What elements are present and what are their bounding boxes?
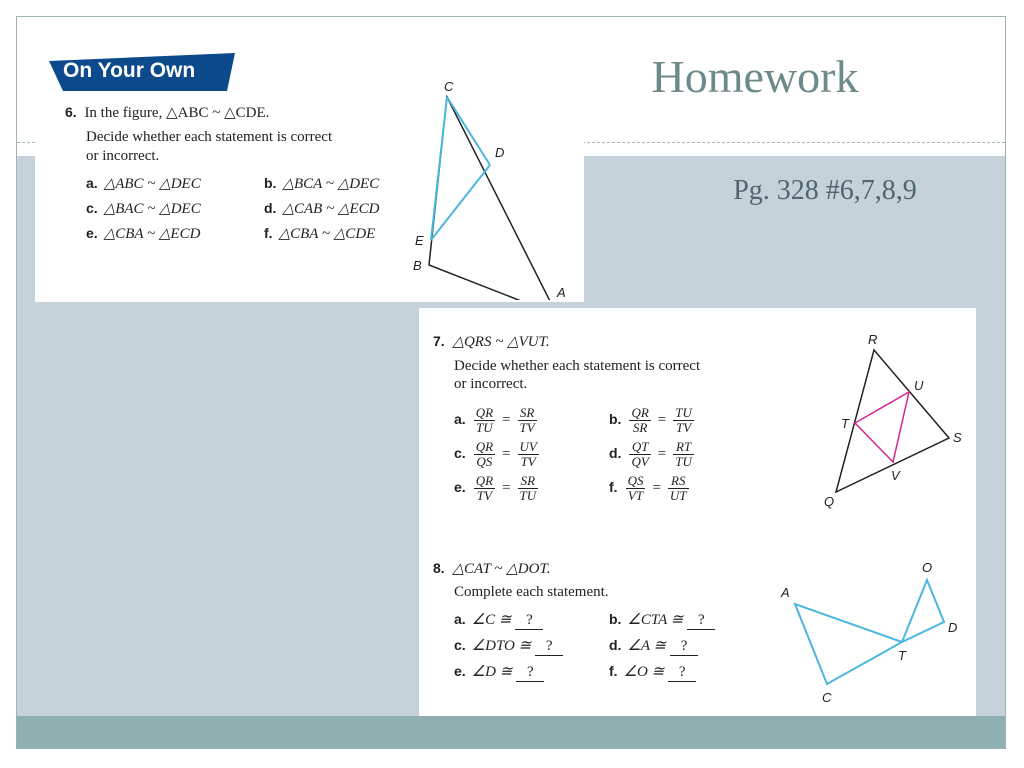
option-d: d. △CAB ~ △ECD (264, 200, 380, 217)
banner-label: On Your Own (63, 59, 196, 82)
segment-cd (447, 97, 490, 165)
slide-subtitle: Pg. 328 #6,7,8,9 (733, 175, 917, 206)
vertex-label-a: A (557, 285, 566, 300)
vertex-label-e: E (415, 233, 424, 248)
ratio-option-d: d. $\frac{QT}{QV}$ = $\frac{RT}{TU}$ (609, 439, 692, 469)
problem-number: 6. (65, 104, 77, 120)
vertex-label-q: Q (824, 494, 835, 509)
triangle-figure-6 (405, 75, 584, 300)
congruence-option-a: a. ∠C ≅ ? (454, 610, 543, 630)
vertex-label-u: U (914, 378, 924, 393)
vertex-label-d: D (495, 145, 505, 160)
slide-title: Homework (651, 51, 859, 102)
segment-ce (431, 97, 447, 240)
triangle-vut (855, 392, 909, 462)
vertex-label-d: D (948, 620, 958, 635)
option-e: e. △CBA ~ △ECD (86, 225, 201, 242)
problem-8-stem: 8. △CAT ~ △DOT. (433, 560, 551, 577)
option-f: f. △CBA ~ △CDE (264, 225, 376, 242)
vertex-label-o: O (922, 560, 933, 575)
triangle-dot (902, 580, 944, 642)
problem-8-instruction: Complete each statement. (454, 584, 609, 600)
congruence-option-b: b. ∠CTA ≅ ? (609, 610, 715, 630)
problem-7-8-panel (419, 308, 976, 716)
vertex-label-c: C (822, 690, 832, 705)
slide-footer-band (17, 716, 1005, 748)
vertex-label-t: T (898, 648, 906, 663)
vertex-label-c: C (444, 79, 454, 94)
problem-6-panel (35, 45, 584, 302)
problem-6-stem (65, 103, 269, 122)
option-c: c. △BAC ~ △DEC (86, 200, 201, 217)
vertex-label-a: A (781, 585, 790, 600)
triangle-cat (795, 604, 902, 684)
vertex-label-r: R (868, 332, 878, 347)
vertex-label-t: T (841, 416, 849, 431)
problem-7-stem: 7. △QRS ~ △VUT. (433, 333, 550, 350)
problem-7-instruction-1: Decide whether each statement is correct (454, 358, 701, 374)
option-a: a. △ABC ~ △DEC (86, 175, 201, 192)
segment-de (431, 165, 490, 240)
ratio-option-c: c. $\frac{QR}{QS}$ = $\frac{UV}{TV}$ (454, 439, 537, 469)
problem-7-instruction-2: or incorrect. (454, 376, 528, 392)
triangle-figure-8 (774, 556, 969, 706)
congruence-option-d: d. ∠A ≅ ? (609, 636, 698, 656)
congruence-option-e: e. ∠D ≅ ? (454, 662, 544, 682)
triangle-abc (429, 97, 557, 300)
ratio-option-b: b. $\frac{QR}{SR}$ = $\frac{TU}{TV}$ (609, 405, 692, 435)
congruence-option-f: f. ∠O ≅ ? (609, 662, 696, 682)
vertex-label-b: B (413, 258, 422, 273)
instruction-line-1: Decide whether each statement is correct (86, 129, 333, 145)
ratio-option-a: a. $\frac{QR}{TU}$ = $\frac{SR}{TV}$ (454, 405, 535, 435)
ratio-option-e: e. $\frac{QR}{TV}$ = $\frac{SR}{TU}$ (454, 473, 537, 503)
ratio-option-f: f. $\frac{QS}{VT}$ = $\frac{RS}{UT}$ (609, 473, 687, 503)
vertex-label-s: S (953, 430, 962, 445)
option-b: b. △BCA ~ △DEC (264, 175, 380, 192)
congruence-option-c: c. ∠DTO ≅ ? (454, 636, 563, 656)
stem-text: In the figure, △ABC ~ △CDE. (84, 105, 270, 121)
vertex-label-v: V (891, 468, 900, 483)
instruction-line-2: or incorrect. (86, 148, 160, 164)
triangle-figure-7 (819, 328, 969, 518)
